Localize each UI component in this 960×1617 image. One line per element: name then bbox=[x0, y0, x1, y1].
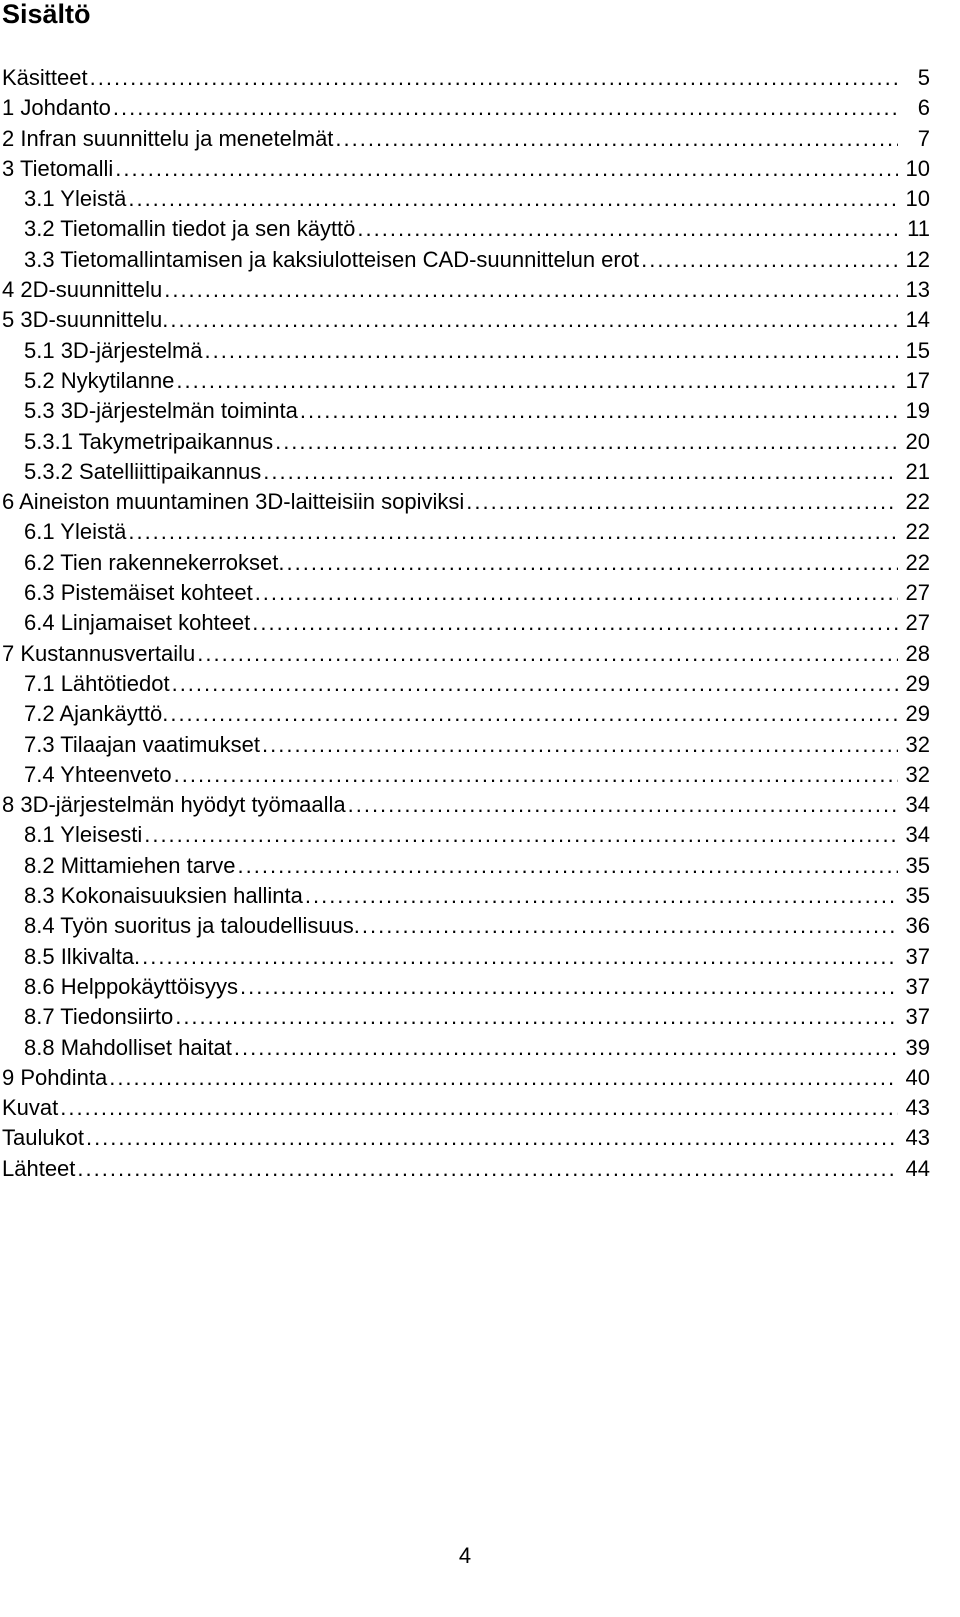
toc-entry-page: 27 bbox=[905, 580, 930, 606]
toc-entry-page: 36 bbox=[905, 913, 930, 939]
toc-entry-page: 12 bbox=[905, 246, 930, 272]
toc-dot-leader bbox=[641, 245, 898, 275]
toc-dot-leader bbox=[357, 214, 898, 244]
toc-entry-page: 14 bbox=[905, 307, 930, 333]
toc-dot-leader bbox=[466, 487, 898, 517]
toc-entry-page: 32 bbox=[905, 731, 930, 757]
toc-dot-leader bbox=[77, 1154, 898, 1184]
toc-entry-label: 7.2 Ajankäyttö. bbox=[24, 701, 169, 727]
toc-entry-page: 22 bbox=[905, 519, 930, 545]
toc-dot-leader bbox=[172, 669, 898, 699]
toc-entry-page: 34 bbox=[905, 822, 930, 848]
toc-entry[interactable] bbox=[0, 396, 930, 426]
toc-entry-label: 5.3.1 Takymetripaikannus bbox=[24, 428, 274, 454]
toc-dot-leader bbox=[174, 760, 898, 790]
toc-entry-label: 5.3.2 Satelliittipaikannus bbox=[24, 458, 262, 484]
toc-dot-leader bbox=[170, 699, 898, 729]
toc-dot-leader bbox=[286, 548, 898, 578]
toc-entry-label: 8.5 Ilkivalta. bbox=[24, 943, 141, 969]
toc-entry-page: 19 bbox=[905, 398, 930, 424]
toc-entry-label: 6.3 Pistemäiset kohteet bbox=[24, 580, 253, 606]
toc-dot-leader bbox=[128, 517, 898, 547]
toc-entry-page: 27 bbox=[905, 610, 930, 636]
toc-dot-leader bbox=[176, 366, 898, 396]
toc-entry-page: 7 bbox=[917, 125, 930, 151]
toc-entry-page: 22 bbox=[905, 549, 930, 575]
toc-entry[interactable] bbox=[0, 184, 930, 214]
toc-entry[interactable] bbox=[0, 942, 930, 972]
toc-dot-leader bbox=[234, 1033, 898, 1063]
toc-entry-label: 9 Pohdinta bbox=[2, 1064, 108, 1090]
toc-entry[interactable] bbox=[0, 305, 930, 335]
toc-entry-label: 8.4 Työn suoritus ja taloudellisuus. bbox=[24, 913, 360, 939]
toc-entry-label: 1 Johdanto bbox=[2, 95, 111, 121]
toc-entry-page: 40 bbox=[905, 1064, 930, 1090]
toc-entry-page: 32 bbox=[905, 761, 930, 787]
toc-dot-leader bbox=[263, 457, 898, 487]
toc-entry-page: 37 bbox=[905, 973, 930, 999]
toc-entry-page: 37 bbox=[905, 1004, 930, 1030]
toc-entry-label: 7.3 Tilaajan vaatimukset bbox=[24, 731, 261, 757]
toc-entry-page: 29 bbox=[905, 670, 930, 696]
toc-dot-leader bbox=[113, 93, 898, 123]
toc-entry-label: 5.3 3D-järjestelmän toiminta bbox=[24, 398, 298, 424]
toc-entry-page: 5 bbox=[917, 65, 930, 90]
toc-dot-leader bbox=[86, 1123, 898, 1153]
toc-entry-page: 43 bbox=[905, 1125, 930, 1151]
toc-entry[interactable] bbox=[0, 1063, 930, 1093]
toc-entry-label: 2 Infran suunnittelu ja menetelmät bbox=[2, 125, 334, 151]
toc-dot-leader bbox=[348, 790, 898, 820]
toc-entry[interactable] bbox=[0, 517, 930, 547]
toc-entry[interactable] bbox=[0, 851, 930, 881]
toc-entry-label: 8.7 Tiedonsiirto bbox=[24, 1004, 174, 1030]
toc-entry-label: 6.1 Yleistä bbox=[24, 519, 127, 545]
toc-entry-label: 3.2 Tietomallin tiedot ja sen käyttö bbox=[24, 216, 356, 242]
toc-entry[interactable] bbox=[0, 124, 930, 154]
toc-entry-label: 8.2 Mittamiehen tarve bbox=[24, 852, 236, 878]
toc-dot-leader bbox=[109, 1063, 898, 1093]
toc-dot-leader bbox=[275, 427, 898, 457]
toc-entry-label: 6 Aineiston muuntaminen 3D-laitteisiin sopiviksi bbox=[2, 489, 465, 515]
toc-entry-page: 22 bbox=[905, 489, 930, 515]
toc-entry-label: Käsitteet bbox=[2, 65, 88, 90]
toc-dot-leader bbox=[335, 124, 898, 154]
toc-entry-label: Kuvat bbox=[2, 1095, 59, 1121]
toc-entry-page: 43 bbox=[905, 1095, 930, 1121]
toc-entry[interactable] bbox=[0, 911, 930, 941]
toc-entry-page: 11 bbox=[907, 216, 930, 242]
toc-entry[interactable] bbox=[0, 457, 930, 487]
toc-entry[interactable] bbox=[0, 972, 930, 1002]
toc-dot-leader bbox=[205, 336, 898, 366]
toc-entry-label: 5.1 3D-järjestelmä bbox=[24, 337, 203, 363]
toc-entry-label: 3.1 Yleistä bbox=[24, 186, 127, 212]
toc-entry[interactable] bbox=[0, 1002, 930, 1032]
toc-entry-label: Lähteet bbox=[2, 1155, 76, 1181]
toc-entry-label: 5.2 Nykytilanne bbox=[24, 367, 175, 393]
toc-entry-page: 35 bbox=[905, 852, 930, 878]
toc-entry[interactable] bbox=[0, 1093, 930, 1123]
toc-dot-leader bbox=[115, 154, 898, 184]
toc-entry[interactable] bbox=[0, 639, 930, 669]
toc-entry-label: 7.4 Yhteenveto bbox=[24, 761, 172, 787]
toc-dot-leader bbox=[142, 942, 898, 972]
toc-entry-label: 6.2 Tien rakennekerrokset. bbox=[24, 549, 285, 575]
toc-dot-leader bbox=[362, 911, 898, 941]
toc-entry-page: 17 bbox=[905, 367, 930, 393]
toc-entry-page: 13 bbox=[905, 277, 930, 303]
toc-entry-label: 8.8 Mahdolliset haitat bbox=[24, 1034, 232, 1060]
toc-dot-leader bbox=[197, 639, 898, 669]
toc-entry[interactable] bbox=[0, 881, 930, 911]
toc-entry[interactable] bbox=[0, 336, 930, 366]
toc-dot-leader bbox=[144, 820, 898, 850]
toc-entry[interactable] bbox=[0, 669, 930, 699]
toc-entry-page: 39 bbox=[905, 1034, 930, 1060]
page-number: 4 bbox=[458, 1543, 472, 1568]
toc-dot-leader bbox=[240, 972, 898, 1002]
toc-dot-leader bbox=[300, 396, 898, 426]
toc-entry-page: 28 bbox=[905, 640, 930, 666]
toc-entry[interactable] bbox=[0, 608, 930, 638]
toc-entry-page: 34 bbox=[905, 792, 930, 818]
page-title: Sisältö bbox=[2, 0, 91, 29]
toc-dot-leader bbox=[238, 851, 898, 881]
toc-entry[interactable] bbox=[0, 820, 930, 850]
toc-entry[interactable] bbox=[0, 1033, 930, 1063]
toc-entry[interactable] bbox=[0, 487, 930, 517]
toc-entry-page: 15 bbox=[905, 337, 930, 363]
toc-entry[interactable] bbox=[0, 245, 930, 275]
table-of-contents bbox=[0, 63, 930, 1184]
toc-entry[interactable] bbox=[0, 275, 930, 305]
toc-entry-label: 8.3 Kokonaisuuksien hallinta bbox=[24, 883, 303, 909]
toc-entry-page: 10 bbox=[905, 186, 930, 212]
toc-dot-leader bbox=[175, 1002, 898, 1032]
toc-entry[interactable] bbox=[0, 154, 930, 184]
toc-dot-leader bbox=[60, 1093, 898, 1123]
toc-entry[interactable] bbox=[0, 93, 930, 123]
toc-entry-label: 8.1 Yleisesti bbox=[24, 822, 143, 848]
toc-entry[interactable] bbox=[0, 790, 930, 820]
toc-entry[interactable] bbox=[0, 548, 930, 578]
toc-entry[interactable] bbox=[0, 699, 930, 729]
toc-dot-leader bbox=[128, 184, 898, 214]
toc-entry-page: 21 bbox=[905, 458, 930, 484]
toc-entry-label: 4 2D-suunnittelu bbox=[2, 277, 163, 303]
toc-entry[interactable] bbox=[0, 578, 930, 608]
toc-dot-leader bbox=[305, 881, 898, 911]
toc-entry-label: 7.1 Lähtötiedot bbox=[24, 670, 170, 696]
toc-entry[interactable] bbox=[0, 1123, 930, 1153]
toc-dot-leader bbox=[255, 578, 898, 608]
toc-entry[interactable] bbox=[0, 63, 930, 93]
toc-dot-leader bbox=[252, 608, 898, 638]
toc-entry-label: 8.6 Helppokäyttöisyys bbox=[24, 973, 238, 999]
toc-entry-label: 3.3 Tietomallintamisen ja kaksiulotteisen CAD-suunnittelun erot bbox=[24, 246, 640, 272]
toc-dot-leader bbox=[90, 63, 898, 93]
toc-entry-page: 6 bbox=[917, 95, 930, 121]
toc-dot-leader bbox=[262, 730, 898, 760]
toc-entry[interactable] bbox=[0, 1154, 930, 1184]
toc-entry-page: 44 bbox=[905, 1155, 930, 1181]
toc-entry-label: 3 Tietomalli bbox=[2, 155, 114, 181]
toc-entry-page: 20 bbox=[905, 428, 930, 454]
toc-entry-page: 35 bbox=[905, 883, 930, 909]
toc-dot-leader bbox=[170, 305, 898, 335]
toc-entry[interactable] bbox=[0, 427, 930, 457]
toc-entry-label: 6.4 Linjamaiset kohteet bbox=[24, 610, 251, 636]
toc-entry-label: 5 3D-suunnittelu. bbox=[2, 307, 169, 333]
toc-entry[interactable] bbox=[0, 366, 930, 396]
toc-entry[interactable] bbox=[0, 730, 930, 760]
toc-entry-page: 29 bbox=[905, 701, 930, 727]
toc-entry-page: 10 bbox=[905, 155, 930, 181]
toc-entry-page: 37 bbox=[905, 943, 930, 969]
toc-entry[interactable] bbox=[0, 760, 930, 790]
toc-entry-label: 7 Kustannusvertailu bbox=[2, 640, 196, 666]
toc-entry[interactable] bbox=[0, 214, 930, 244]
toc-dot-leader bbox=[164, 275, 898, 305]
toc-entry-label: Taulukot bbox=[2, 1125, 84, 1151]
toc-entry-label: 8 3D-järjestelmän hyödyt työmaalla bbox=[2, 792, 346, 818]
